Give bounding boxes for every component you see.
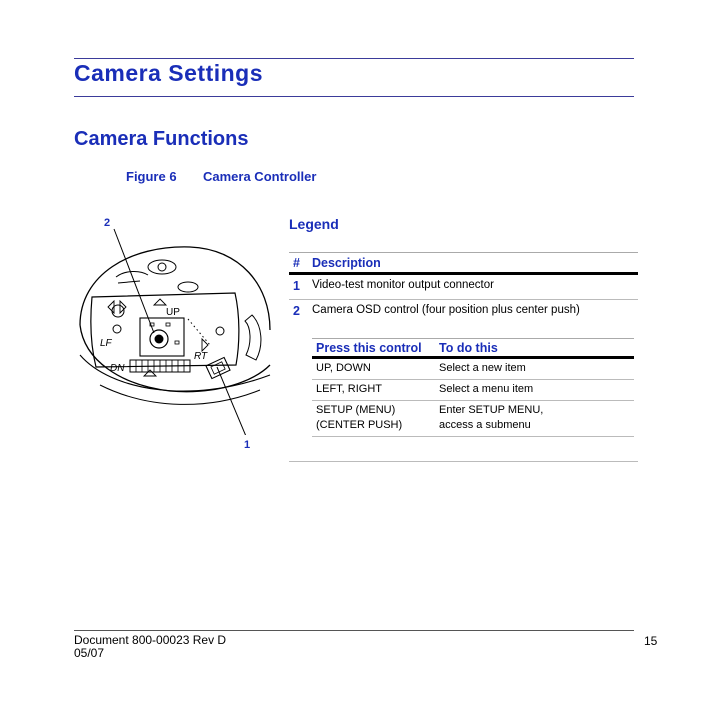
lf-label: LF [100,338,112,349]
figure-caption-text: Camera Controller [203,169,317,184]
controls-row-control-line1: SETUP (MENU) [316,404,396,416]
footer-document-info [74,634,226,660]
controls-row [312,401,634,437]
figure-caption [126,169,316,184]
callout-2: 2 [104,217,111,229]
page-title: Camera Settings [74,60,264,86]
legend-row-num: 1 [289,274,308,300]
callout-1: 1 [244,439,251,451]
controls-row-control: LEFT, RIGHT [312,380,435,401]
controls-header-action: To do this [435,339,634,358]
controls-row-action-line1: Enter SETUP MENU, [439,404,544,416]
legend-row-num: 2 [289,300,308,462]
legend-header-desc: Description [308,253,638,274]
footer-date: 05/07 [74,646,105,660]
legend-row [289,300,638,462]
header-top-rule [74,58,634,59]
legend-row-desc: Video-test monitor output connector [308,274,638,300]
header-bottom-rule [74,96,634,97]
footer-document-number: Document 800-00023 Rev D [74,633,227,647]
rt-label: RT [194,351,208,362]
controls-row-control-line2: (CENTER PUSH) [316,419,403,431]
controls-row-control: UP, DOWN [312,358,435,380]
controls-row-action: Select a menu item [435,380,634,401]
figure-number: Figure 6 [126,169,177,184]
controls-row [312,380,634,401]
section-title: Camera Functions [74,128,249,150]
legend-table [289,252,638,462]
legend-row [289,274,638,300]
controls-row-action-line2: access a submenu [439,419,531,431]
legend-header-num: # [289,253,308,274]
legend-row-desc [308,300,638,462]
footer-page-number: 15 [644,634,658,648]
controls-row-action [435,401,634,437]
controls-table [312,338,634,437]
controls-row-control [312,401,435,437]
legend-row-desc-text: Camera OSD control (four position plus center push) [312,304,580,316]
controls-row [312,358,634,380]
camera-controller-illustration [70,215,280,435]
controls-row-action: Select a new item [435,358,634,380]
dn-label: DN [110,363,125,374]
up-label: UP [166,307,180,318]
legend-title: Legend [289,216,339,232]
controls-header-control: Press this control [312,339,435,358]
footer-rule [74,630,634,631]
